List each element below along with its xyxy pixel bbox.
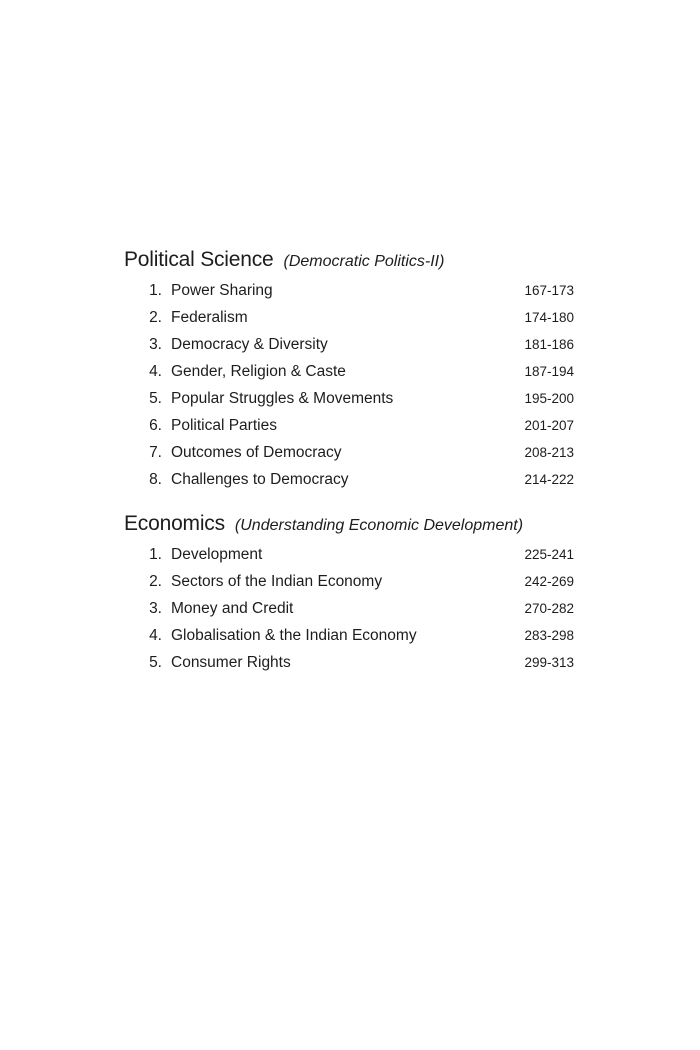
- chapter-row[interactable]: [124, 573, 574, 600]
- chapter-pages: 167-173: [524, 283, 574, 298]
- section-subtitle: (Understanding Economic Development): [234, 517, 524, 534]
- chapter-number: 1.: [149, 546, 162, 563]
- chapter-row[interactable]: [124, 471, 574, 498]
- section-economics: [124, 512, 574, 681]
- chapter-list: [124, 282, 574, 498]
- chapter-pages: 208-213: [524, 445, 574, 460]
- chapter-number: 7.: [149, 444, 162, 461]
- chapter-row[interactable]: [124, 282, 574, 309]
- chapter-pages: 214-222: [524, 472, 574, 487]
- chapter-pages: 187-194: [524, 364, 574, 379]
- chapter-row[interactable]: [124, 390, 574, 417]
- section-name: Political Science: [124, 248, 274, 271]
- section-heading: [124, 512, 574, 542]
- chapter-title: Outcomes of Democracy: [171, 444, 342, 461]
- chapter-row[interactable]: [124, 363, 574, 390]
- chapter-title: Power Sharing: [171, 282, 273, 299]
- chapter-number: 8.: [149, 471, 162, 488]
- chapter-number: 5.: [149, 390, 162, 407]
- chapter-number: 6.: [149, 417, 162, 434]
- chapter-title: Challenges to Democracy: [171, 471, 349, 488]
- chapter-title: Sectors of the Indian Economy: [171, 573, 383, 590]
- chapter-row[interactable]: [124, 444, 574, 471]
- chapter-pages: 270-282: [524, 601, 574, 616]
- chapter-pages: 225-241: [524, 547, 574, 562]
- chapter-title: Democracy & Diversity: [171, 336, 328, 353]
- chapter-number: 5.: [149, 654, 162, 671]
- chapter-title: Political Parties: [171, 417, 277, 434]
- chapter-row[interactable]: [124, 546, 574, 573]
- chapter-pages: 174-180: [524, 310, 574, 325]
- chapter-pages: 242-269: [524, 574, 574, 589]
- chapter-number: 3.: [149, 336, 162, 353]
- chapter-row[interactable]: [124, 654, 574, 681]
- chapter-number: 1.: [149, 282, 162, 299]
- chapter-row[interactable]: [124, 336, 574, 363]
- chapter-row[interactable]: [124, 600, 574, 627]
- chapter-pages: 201-207: [524, 418, 574, 433]
- chapter-number: 4.: [149, 627, 162, 644]
- chapter-row[interactable]: [124, 309, 574, 336]
- chapter-pages: 299-313: [524, 655, 574, 670]
- chapter-number: 4.: [149, 363, 162, 380]
- section-name: Economics: [124, 512, 225, 535]
- chapter-pages: 283-298: [524, 628, 574, 643]
- chapter-title: Gender, Religion & Caste: [171, 363, 346, 380]
- chapter-title: Development: [171, 546, 263, 563]
- chapter-number: 2.: [149, 573, 162, 590]
- chapter-number: 2.: [149, 309, 162, 326]
- chapter-title: Money and Credit: [171, 600, 294, 617]
- chapter-list: [124, 546, 574, 681]
- chapter-number: 3.: [149, 600, 162, 617]
- chapter-row[interactable]: [124, 627, 574, 654]
- section-subtitle: (Democratic Politics-II): [283, 253, 445, 270]
- chapter-title: Federalism: [171, 309, 248, 326]
- section-heading: [124, 248, 574, 278]
- chapter-title: Globalisation & the Indian Economy: [171, 627, 417, 644]
- chapter-title: Popular Struggles & Movements: [171, 390, 394, 407]
- chapter-pages: 181-186: [524, 337, 574, 352]
- chapter-title: Consumer Rights: [171, 654, 291, 671]
- chapter-row[interactable]: [124, 417, 574, 444]
- section-political-science: [124, 248, 574, 498]
- chapter-pages: 195-200: [524, 391, 574, 406]
